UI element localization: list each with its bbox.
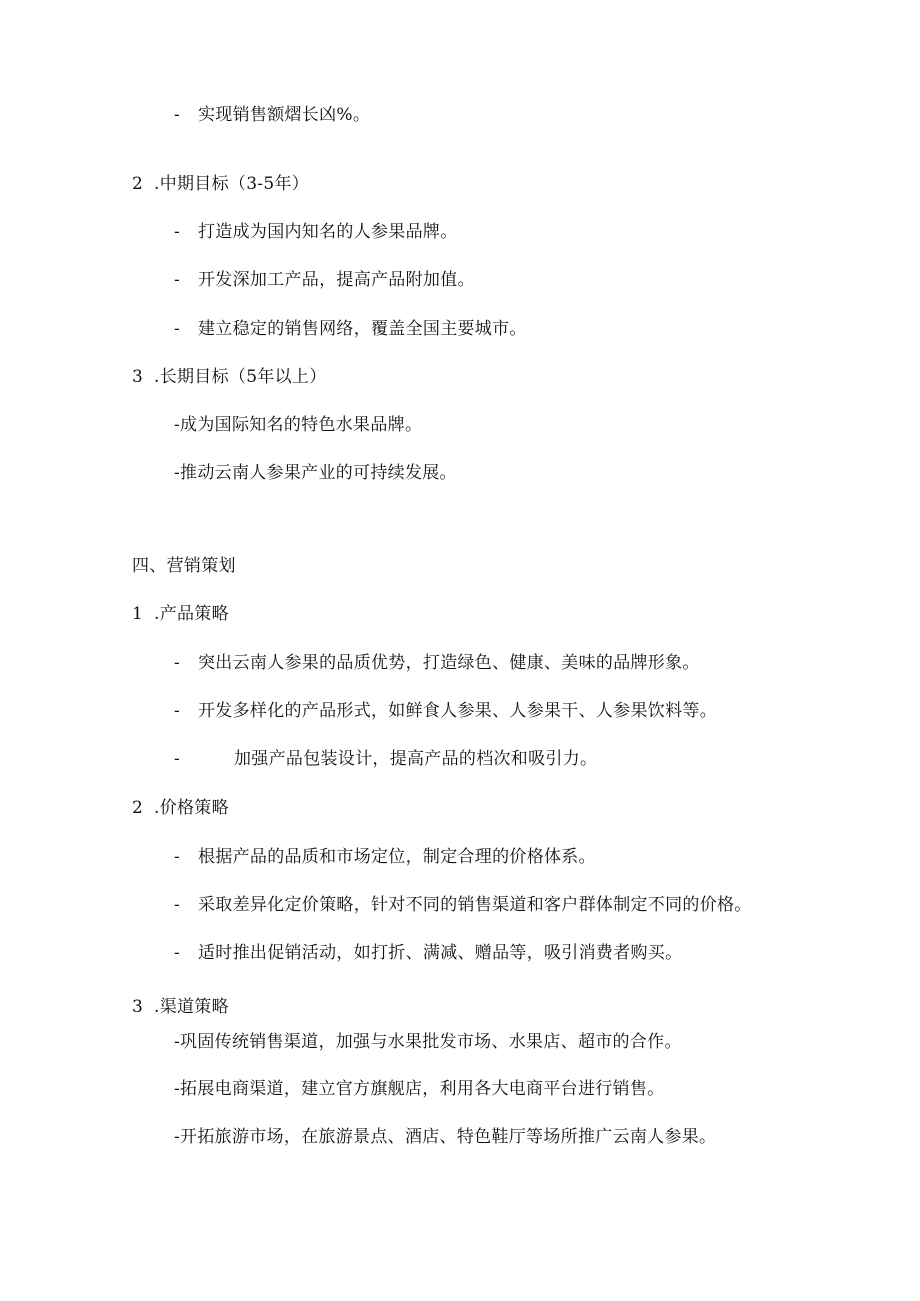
strategy-bullet bbox=[174, 894, 752, 916]
goal-bullet bbox=[174, 318, 527, 340]
strategy-bullet bbox=[174, 748, 597, 770]
heading-text: .渠道策略 bbox=[154, 997, 229, 1017]
bullet-text: 根据产品的品质和市场定位，制定合理的价格体系。 bbox=[198, 847, 596, 867]
bullet-marker: - bbox=[174, 653, 181, 673]
bullet-text: 实现销售额熠长凶%。 bbox=[198, 105, 371, 125]
goal-bullet bbox=[174, 269, 475, 291]
bullet-text: 突出云南人参果的品质优势，打造绿色、健康、美味的品牌形象。 bbox=[198, 653, 700, 673]
section-heading-marketing bbox=[132, 555, 236, 577]
bullet-marker: - bbox=[174, 749, 181, 769]
bullet-text: 建立稳定的销售网络，覆盖全国主要城市。 bbox=[198, 319, 527, 339]
heading-number: 3 bbox=[132, 367, 144, 387]
subheading-channel-strategy bbox=[132, 996, 229, 1018]
bullet-text: -拓展电商渠道，建立官方旗舰店，利用各大电商平台进行销售。 bbox=[174, 1079, 665, 1099]
heading-number: 2 bbox=[132, 798, 144, 818]
goal-bullet bbox=[174, 104, 370, 126]
heading-number: 1 bbox=[132, 604, 144, 624]
section-title: 四、营销策划 bbox=[132, 556, 236, 576]
goal-bullet bbox=[174, 462, 457, 484]
bullet-text: -成为国际知名的特色水果品牌。 bbox=[174, 415, 423, 435]
heading-text: .长期目标（5年以上） bbox=[154, 367, 327, 387]
goal-bullet bbox=[174, 221, 458, 243]
bullet-text: 加强产品包装设计，提高产品的档次和吸引力。 bbox=[234, 749, 598, 769]
bullet-text: -推动云南人参果产业的可持续发展。 bbox=[174, 463, 457, 483]
heading-text: .产品策略 bbox=[154, 604, 229, 624]
subheading-midterm-goals bbox=[132, 173, 309, 195]
heading-text: .价格策略 bbox=[154, 798, 229, 818]
goal-bullet bbox=[174, 414, 422, 436]
strategy-bullet bbox=[174, 846, 596, 868]
subheading-price-strategy bbox=[132, 797, 229, 819]
bullet-marker: - bbox=[174, 105, 181, 125]
strategy-bullet bbox=[174, 1031, 682, 1053]
bullet-marker: - bbox=[174, 222, 181, 242]
bullet-marker: - bbox=[174, 943, 181, 963]
strategy-bullet bbox=[174, 942, 682, 964]
bullet-marker: - bbox=[174, 319, 181, 339]
subheading-longterm-goals bbox=[132, 366, 327, 388]
strategy-bullet bbox=[174, 1078, 664, 1100]
strategy-bullet bbox=[174, 1126, 716, 1148]
bullet-text: 打造成为国内知名的人参果品牌。 bbox=[198, 222, 458, 242]
heading-text: .中期目标（3-5年） bbox=[154, 174, 310, 194]
bullet-text: 开发深加工产品，提高产品附加值。 bbox=[198, 270, 475, 290]
strategy-bullet bbox=[174, 652, 700, 674]
bullet-text: -巩固传统销售渠道，加强与水果批发市场、水果店、超市的合作。 bbox=[174, 1032, 682, 1052]
bullet-text: 适时推出促销活动，如打折、满减、赠品等，吸引消费者购买。 bbox=[198, 943, 683, 963]
subheading-product-strategy bbox=[132, 603, 229, 625]
heading-number: 3 bbox=[132, 997, 144, 1017]
bullet-marker: - bbox=[174, 270, 181, 290]
bullet-marker: - bbox=[174, 847, 181, 867]
bullet-marker: - bbox=[174, 895, 181, 915]
strategy-bullet bbox=[174, 700, 717, 722]
bullet-marker: - bbox=[174, 701, 181, 721]
bullet-text: 开发多样化的产品形式，如鲜食人参果、人参果干、人参果饮料等。 bbox=[198, 701, 717, 721]
bullet-text: 采取差异化定价策略，针对不同的销售渠道和客户群体制定不同的价格。 bbox=[198, 895, 752, 915]
bullet-text: -开拓旅游市场，在旅游景点、酒店、特色鞋厅等场所推广云南人参果。 bbox=[174, 1127, 717, 1147]
heading-number: 2 bbox=[132, 174, 144, 194]
